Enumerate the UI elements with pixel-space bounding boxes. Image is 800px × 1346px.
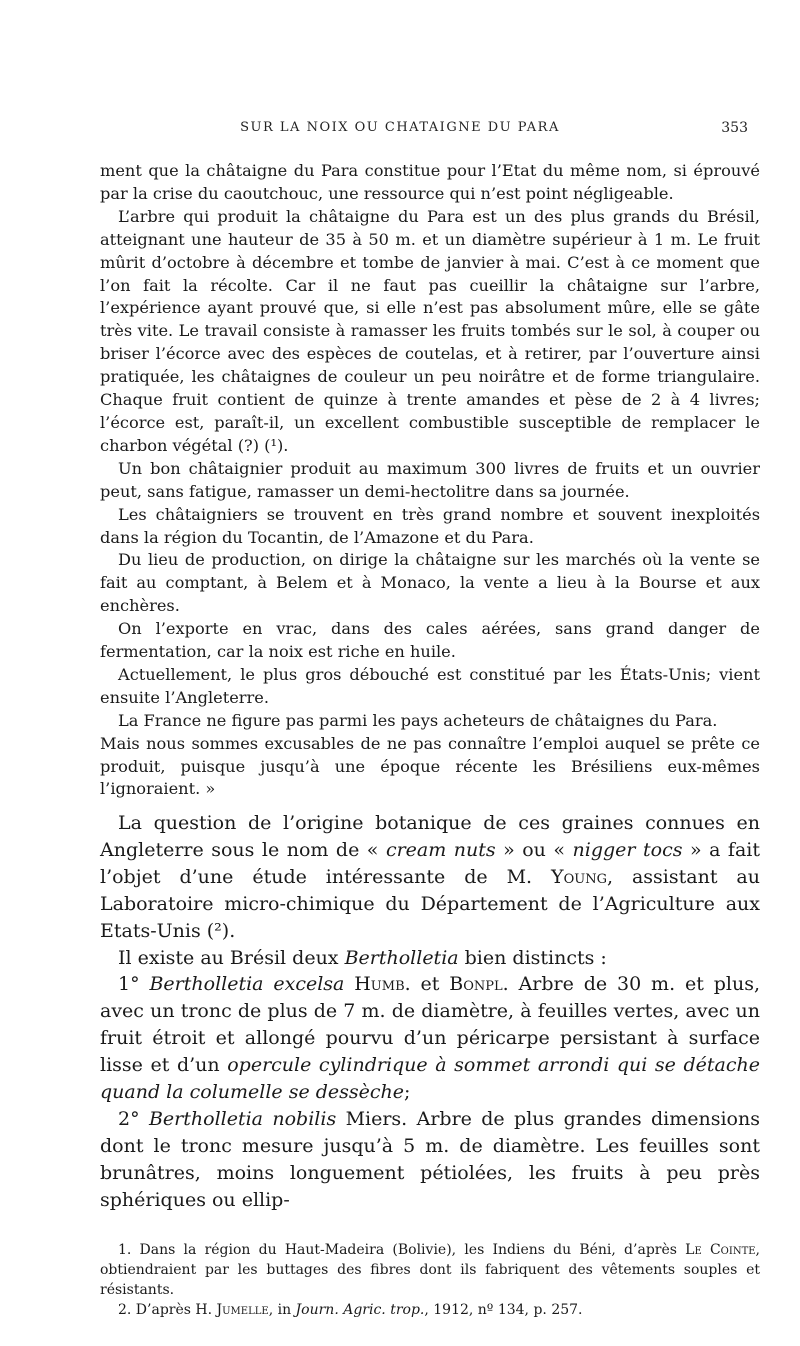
quoted-passage bbox=[100, 160, 760, 801]
italic-term: Bertholletia bbox=[344, 946, 459, 969]
main-text bbox=[100, 810, 760, 1214]
paragraph bbox=[100, 1106, 760, 1214]
paragraph bbox=[100, 971, 760, 1106]
text-run: , obtiendraient par les buttages des fibres dont ils fabriquent des vêtements souples et résistants. bbox=[100, 1242, 760, 1298]
text-run: bien distincts : bbox=[458, 946, 607, 969]
italic-term: cream nuts bbox=[385, 838, 496, 861]
running-title: SUR LA NOIX OU CHATAIGNE DU PARA bbox=[240, 120, 560, 135]
author-name: Le Cointe bbox=[685, 1242, 756, 1258]
text-run: » a fait l’objet d’une étude intéressante de M. bbox=[100, 838, 760, 888]
journal-title: Journ. Agric. trop. bbox=[295, 1302, 425, 1318]
paragraph: Actuellement, le plus gros débouché est constitué par les États-Unis; vient ensuite l’Angleterre. bbox=[100, 664, 760, 707]
list-number: 2° bbox=[118, 1107, 149, 1130]
text-run: , in bbox=[268, 1302, 296, 1318]
paragraph: ment que la châtaigne du Para constitue pour l’Etat du même nom, si éprouvé par la crise du caoutchouc, une ressource qui n’est point négligeable. bbox=[100, 161, 760, 203]
footnote-ref: (¹). bbox=[264, 435, 289, 455]
species-name: Bertholletia excelsa bbox=[149, 973, 345, 996]
paragraph: Du lieu de production, on dirige la châtaigne sur les marchés où la vente se fait au comptant, à Belem et à Monaco, la vente a lieu à la Bourse et aux enchères. bbox=[100, 550, 760, 616]
page-number: 353 bbox=[721, 120, 748, 136]
text-run: Miers. Arbre de plus grandes dimensions dont le tronc mesure jusqu’à 5 m. de diamètre. Les feuilles sont brunâtres, moins longuement pétiolées, les fruits à peu près sphériques ou ellip- bbox=[100, 1107, 760, 1211]
page-header bbox=[0, 120, 800, 144]
text-run: » ou « bbox=[495, 838, 573, 861]
text-run: , 1912, nº 134, p. 257. bbox=[424, 1302, 583, 1318]
paragraph bbox=[100, 206, 760, 458]
text-run: 1. Dans la région du Haut-Madeira (Bolivie), les Indiens du Béni, d’après bbox=[118, 1242, 686, 1258]
text-run: Arbre de 30 m. et plus, avec un tronc de plus de 7 m. de diamètre, à feuilles vertes, avec un fruit étroit et allongé pourvu d’un péricarpe persistant à surface lisse et d’un bbox=[100, 973, 760, 1077]
paragraph: La France ne figure pas parmi les pays acheteurs de châtaignes du Para. bbox=[118, 710, 718, 730]
author-name: Jumelle bbox=[216, 1302, 269, 1318]
italic-term: nigger tocs bbox=[572, 838, 683, 861]
text-run: La question de l’origine botanique de ces graines connues en Angleterre sous le nom de « bbox=[100, 812, 760, 861]
author-name: Humb. bbox=[344, 973, 411, 996]
author-name: Bonpl. bbox=[449, 973, 509, 996]
paragraph-text: L’arbre qui produit la châtaigne du Para est un des plus grands du Brésil, atteignant une hauteur de 35 à 50 m. et un diamètre supérieur à 1 m. Le fruit mûrit d’octobre à décembre et tombe de janvier à mai. C’est à ce moment que l’on fait la récolte. Car il ne faut pas cueillir la châtaigne sur l’arbre, l’expérience ayant prouvé que, si elle n’est pas absolument mûre, elle se gâte très vite. Le travail consiste à ramasser les fruits tombés sur le sol, à couper ou briser l’écorce avec des espèces de coutelas, et à retirer, par l’ouverture ainsi pratiquée, les châtaignes de couleur un peu noirâtre et de forme triangulaire. Chaque fruit contient de quinze à trente amandes et pèse de 2 à 4 livres; l’écorce est, paraît-il, un excellent combustible susceptible de remplacer le charbon végétal (?) bbox=[100, 206, 760, 455]
footnotes bbox=[100, 1240, 760, 1320]
author-name: Young bbox=[551, 865, 607, 888]
footnote-2 bbox=[100, 1300, 760, 1320]
text-run: 2. D’après H. bbox=[118, 1302, 217, 1318]
paragraph: Un bon châtaignier produit au maximum 300 livres de fruits et un ouvrier peut, sans fatigue, ramasser un demi-hectolitre dans sa journée. bbox=[100, 458, 760, 501]
text-run: ; bbox=[404, 1081, 411, 1104]
paragraph: Mais nous sommes excusables de ne pas connaître l’emploi auquel se prête ce produit, puisque jusqu’à une époque récente les Brésiliens eux-mêmes l’ignoraient. » bbox=[100, 733, 760, 799]
text-run: et bbox=[410, 973, 450, 996]
paragraph bbox=[100, 945, 760, 972]
text-run: , assistant au Laboratoire micro-chimique du Département de l’Agriculture aux Etats-Unis (²). bbox=[100, 865, 760, 942]
italic-phrase: opercule cylindrique à sommet arrondi qui se détache quand la columelle se dessèche bbox=[100, 1054, 760, 1104]
text-run: Il existe au Brésil deux bbox=[118, 946, 345, 969]
list-number: 1° bbox=[118, 973, 150, 996]
species-name: Bertholletia nobilis bbox=[148, 1107, 337, 1130]
paragraph bbox=[100, 810, 760, 945]
paragraph: Les châtaigniers se trouvent en très grand nombre et souvent inexploités dans la région du Tocantin, de l’Amazone et du Para. bbox=[100, 504, 760, 547]
paragraph: On l’exporte en vrac, dans des cales aérées, sans grand danger de fermentation, car la noix est riche en huile. bbox=[100, 619, 760, 662]
footnote-1 bbox=[100, 1240, 760, 1300]
